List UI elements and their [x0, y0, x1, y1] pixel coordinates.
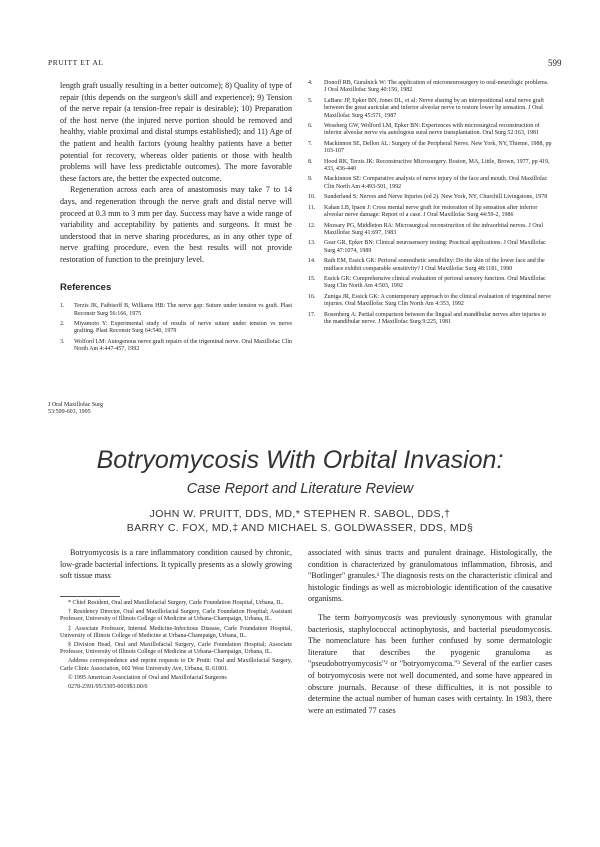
authors-line-1: JOHN W. PRUITT, DDS, MD,* STEPHEN R. SABOL, DDS,† — [149, 508, 451, 520]
reference-item — [308, 98, 552, 120]
reference-text: Miyamoto Y: Experimental study of results of nerve suture under tension vs nerve grafting. Plast Reconstr Surg 64:540, 1979 — [74, 320, 292, 335]
reference-number: 12. — [308, 222, 316, 229]
reference-text: Wessberg GW, Wolford LM, Epker BN: Experiences with microsurgical reconstruction of inferior alveolar nerve via autologous sural nerve transplantation. Oral Surg 52:163, 1981 — [324, 123, 540, 137]
reference-number: 13. — [308, 240, 316, 247]
reference-text: Rath EM, Essick GK: Perioral somesthetic sensibility: Do the skin of the lower face and the midface exhibit comparable sensitivity? J Oral Maxillofac Surg 48:1181, 1990 — [324, 258, 545, 272]
reference-item — [308, 159, 552, 174]
footnote-item: 0278-2391/95/5305-0019$3.00/0 — [68, 684, 148, 691]
reference-item — [308, 176, 552, 191]
authors-line-2: BARRY C. FOX, MD,‡ AND MICHAEL S. GOLDWASSER, DDS, MD§ — [126, 522, 474, 534]
reference-number: 15. — [308, 275, 316, 282]
footnote-item: § Division Head, Oral and Maxillofacial Surgery, Carle Foundation Hospital; Associate Professor, University of Illinois College of Medicine at Urbana-Champaign, Urbana, IL. — [60, 642, 292, 656]
reference-number: 16. — [308, 293, 316, 300]
article-body-right — [308, 547, 552, 716]
journal-volume: 53:599-603, 1995 — [48, 409, 91, 416]
reference-text: Zuniga JR, Essick GK: A contemporary approach to the clinical evaluation of trigeminal nerve injuries. Oral Maxillofac Surg Clin North Am 4:353, 1992 — [324, 293, 551, 308]
reference-item — [308, 276, 552, 291]
reference-number: 17. — [308, 311, 316, 318]
intro-paragraph-start: Botryomycosis is a rare inflammatory condition caused by chronic, low-grade bacterial infections. It typically presents as a slowly growing soft tissue mass — [60, 548, 292, 581]
reference-item — [308, 205, 552, 220]
reference-number: 2. — [60, 320, 65, 327]
article-title: Botryomycosis With Orbital Invasion: — [96, 446, 504, 474]
reference-item — [60, 303, 292, 318]
reference-text: Donoff RB, Guralnick W: The application of microneurosurgery to oral-neurologic problems. J Oral Maxillofac Surg 40:156, 1982 — [324, 80, 549, 94]
references-list-right — [308, 80, 552, 326]
reference-text: Mozsary PG, Middleton RA: Microsurgical reconstruction of the infraorbital nerves. J Oral Maxillofac Surg 41:697, 1983 — [324, 222, 544, 236]
reference-number: 1. — [60, 303, 65, 310]
footnote-item: ‡ Associate Professor, Internal Medicine-Infectious Disease, Carle Foundation Hospital, University of Illinois College of Medicine at Urbana-Champaign, Urbana, IL. — [60, 625, 292, 639]
footnote-item: © 1995 American Association of Oral and Maxillofacial Surgeons — [68, 674, 227, 681]
reference-number: 9. — [308, 176, 313, 183]
reference-number: 11. — [308, 204, 316, 211]
references-list-left — [60, 303, 292, 353]
reference-item — [308, 294, 552, 309]
terminology-rest: was previously synonymous with granular bacteriosis, staphylococcal actinophytosis, and bacterial pseudomycosis. The nomenclature has been further confused by some dermatologic literature that describes the pyogenic granuloma as "pseudobotryomycosis"² or "botryomycoma."³ Several of the earlier cases of botryomycosis were not well documented, and some have appeared in obscure journals. Because of these difficulties, it is not possible to determine the actual number of human cases with certainty. In 1983, there were an estimated 77 cases — [308, 612, 552, 715]
reference-text: Mackinnon SE, Dellon AL: Surgery of the Peripheral Nerve. New York, NY, Thieme, 1988, pp 103-107 — [324, 140, 552, 155]
reference-number: 5. — [308, 97, 313, 104]
reference-item — [308, 312, 552, 327]
reference-number: 14. — [308, 258, 316, 265]
journal-citation — [48, 402, 103, 417]
term-botryomycosis: botryomycosis — [354, 612, 401, 622]
intro-paragraph-continued: associated with sinus tracts and purulent drainage. Histologically, the condition is characterized by granulomatous inflammation, fibrosis, and "Botlinger" granules.¹ The diagnosis rests on the characteristic clinical and histologic findings as well as microbiologic identification of the causative organisms. — [308, 548, 552, 604]
reference-text: Essick GK: Comprehensive clinical evaluation of perioral sensory function. Oral Maxillofac Surg Clin North Am 4:503, 1992 — [324, 275, 546, 290]
article-intro-left — [60, 547, 292, 582]
references-heading: References — [60, 281, 112, 293]
footnote-item: Address correspondence and reprint requests to Dr Pruitt: Oral and Maxillofacial Surgery, Carle Clinic Association, 602 West University Ave, Urbana, IL 61801. — [60, 658, 292, 672]
reference-text: Hood RK, Terzis JK: Reconstructive Microsurgery. Boston, MA, Little, Brown, 1977, pp 419, 433, 436-440 — [324, 158, 550, 173]
reference-text: Gear GR, Epker BN: Clinical neurosensory testing: Practical applications. J Oral Maxillofac Surg 47:1074, 1989 — [324, 240, 546, 254]
reference-item — [308, 258, 552, 273]
reference-number: 10. — [308, 194, 316, 201]
footnote-list — [60, 600, 292, 691]
reference-number: 7. — [308, 140, 313, 147]
running-head: PRUITT ET AL — [48, 58, 104, 67]
terminology-lead: The term — [318, 612, 355, 622]
footnote-item: † Residency Director, Oral and Maxillofacial Surgery, Carle Foundation Hospital; Assistant Professor, University of Illinois College of Medicine at Urbana-Champaign, Urbana, IL. — [60, 609, 292, 623]
reference-text: Terzis JK, Faibisoff B, Williams HB: The nerve gap: Suture under tension vs graft. Plast Reconstr Surg 56:166, 1975 — [74, 303, 292, 317]
reference-number: 3. — [60, 338, 65, 345]
reference-number: 6. — [308, 123, 313, 130]
reference-item — [308, 141, 552, 156]
continued-paragraph: length graft usually resulting in a better outcome); 8) Quality of type of repair (this depends on the surgeon's skill and experience); 9) Tension of the nerve repair (a tension-free repair is desirable); 10) Preparation of the host nerve (the injured nerve portion should be removed and healthy, viable proximal and distal stumps established); and 11) Age of the patient and health factors (young healthy patients have a better potential for recovery, whereas older patients or those with health problems will have less predictable outcomes). The more favorable these factors are, the better the expected outcome. — [60, 81, 292, 183]
terminology-paragraph — [308, 612, 552, 716]
reference-number: 8. — [308, 158, 313, 165]
left-column-top — [60, 80, 292, 357]
reference-number: 4. — [308, 80, 313, 86]
reference-text: LaBanc JP, Epker BN, Jones DL, et al: Nerve sharing by an interpositional sural nerve graft between the great auricular and inferior alveolar nerve to restore lower lip sensation. J Oral Maxillofac Surg 45:571, 1987 — [324, 97, 544, 119]
footnote-rule — [60, 596, 120, 597]
reference-item — [308, 123, 552, 138]
reference-item — [308, 194, 552, 201]
reference-text: Sunderland S: Nerves and Nerve Injuries (ed 2). New York, NY, Churchill Livingstone, 1978 — [324, 194, 548, 201]
reference-item — [60, 321, 292, 336]
journal-name: J Oral Maxillofac Surg — [48, 402, 104, 408]
reference-text: Mackinnon SE: Comparative analysis of nerve injury of the face and mouth. Oral Maxillofac Clin North Am 4:493-501, 1992 — [324, 176, 548, 190]
regeneration-paragraph: Regeneration across each area of anastomosis may take 7 to 14 days, and regeneration through the nerve graft and distal nerve will proceed at 0.3 mm to 3 mm per day. Success may have a wide range of variability and acceptability by patients and surgeons. It must be understood that in nerve sharing procedures, as in any other type of nerve grafting procedure, even the best results will not provide restoration of function to the preinjury level. — [60, 185, 292, 264]
article-subtitle: Case Report and Literature Review — [186, 481, 414, 497]
reference-text: Kahan LB, Ipaon J: Cross mental nerve graft for restoration of lip sensation after inferior alveolar nerve damage: Report of a case. J Oral Maxillofac Surg 44:59-2, 1986 — [324, 204, 538, 219]
footnote-item: * Chief Resident, Oral and Maxillofacial Surgery, Carle Foundation Hospital, Urbana, IL. — [68, 600, 284, 606]
reference-item — [60, 339, 292, 354]
reference-item — [308, 240, 552, 255]
right-column-references — [308, 80, 552, 329]
reference-text: Wolford LM: Autogenous nerve graft repairs of the trigeminal nerve. Oral Maxillofac Clin North Am 4:447-457, 1992 — [74, 338, 292, 353]
page-number: 599 — [548, 58, 562, 68]
reference-item — [308, 80, 552, 95]
reference-text: Rosenberg A: Partial comparison between the lingual and mandibular nerves after injuries to the mandibular nerve. J Maxillofac Surg 9:225, 1981 — [324, 311, 547, 325]
reference-item — [308, 223, 552, 238]
author-footnotes — [60, 596, 292, 693]
